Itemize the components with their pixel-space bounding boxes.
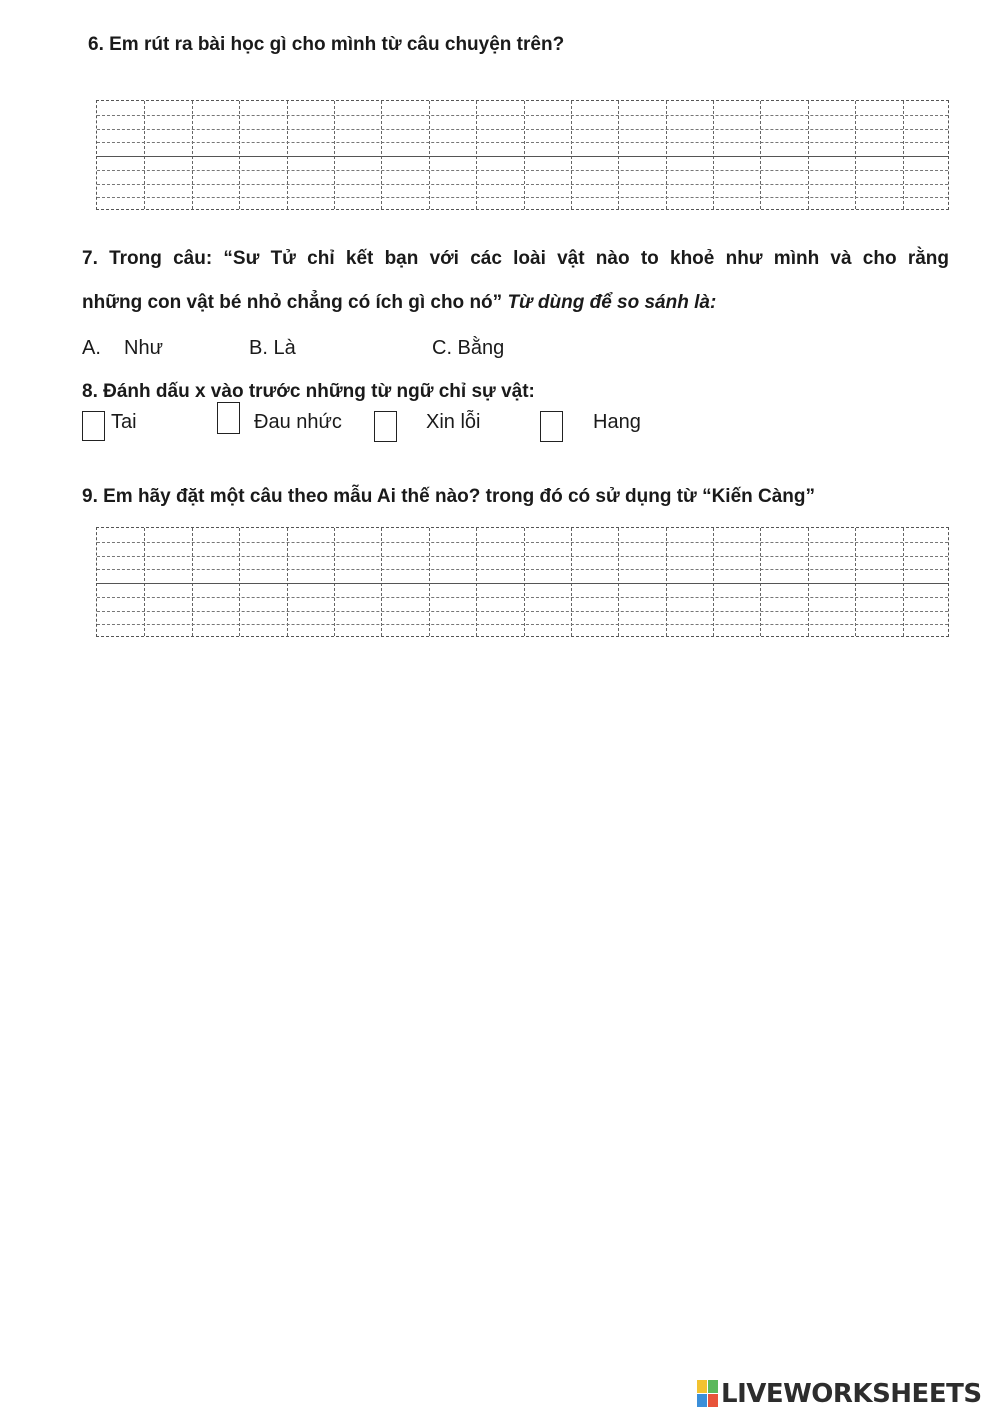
grid-column-line (144, 101, 145, 209)
grid-column-line (429, 101, 430, 209)
grid-column-line (287, 101, 288, 209)
question-6 (88, 34, 564, 56)
checkbox-dau-nhuc[interactable] (217, 402, 240, 434)
option-a[interactable] (82, 337, 101, 360)
question-7-line-2 (82, 292, 716, 314)
grid-column-line (855, 101, 856, 209)
grid-column-line (524, 101, 525, 209)
item-hang: Hang (593, 411, 641, 433)
item-dau-nhuc: Đau nhức (254, 411, 342, 433)
grid-column-line (808, 528, 809, 636)
grid-row-line (97, 184, 948, 185)
question-6-text: . Em rút ra bài học gì cho mình từ câu chuyện trên? (98, 34, 565, 55)
grid-column-line (239, 528, 240, 636)
grid-column-line (144, 528, 145, 636)
grid-row-line (97, 129, 948, 130)
answer-grid-q6[interactable] (96, 100, 949, 210)
logo-block-4 (708, 1394, 718, 1407)
grid-row-line (97, 197, 948, 198)
question-8: 8. Đánh dấu x vào trước những từ ngữ chỉ sự vật: (82, 381, 535, 402)
question-9: 9. Em hãy đặt một câu theo mẫu Ai thế nào? trong đó có sử dụng từ “Kiến Càng” (82, 486, 816, 507)
grid-column-line (903, 528, 904, 636)
grid-column-line (334, 101, 335, 209)
logo-block-1 (697, 1380, 707, 1393)
option-b[interactable]: B. Là (249, 337, 296, 359)
grid-column-line (618, 101, 619, 209)
grid-column-line (192, 101, 193, 209)
grid-column-line (524, 528, 525, 636)
grid-column-line (808, 101, 809, 209)
question-7-line-1: 7. Trong câu: “Sư Tử chỉ kết bạn với các loài vật nào to khoẻ như mình và cho rằng (82, 248, 949, 269)
answer-grid-q9[interactable] (96, 527, 949, 637)
liveworksheets-logo-text: LIVEWORKSHEETS (721, 1379, 982, 1409)
liveworksheets-logo (697, 1377, 982, 1411)
question-6-number: 6 (88, 34, 99, 55)
grid-row-line (97, 624, 948, 625)
grid-column-line (287, 528, 288, 636)
grid-column-line (666, 101, 667, 209)
grid-row-line (97, 583, 948, 584)
option-c[interactable]: C. Bằng (432, 337, 505, 359)
grid-column-line (334, 528, 335, 636)
grid-column-line (666, 528, 667, 636)
grid-column-line (476, 528, 477, 636)
grid-column-line (192, 528, 193, 636)
grid-column-line (381, 528, 382, 636)
question-7-prompt: Từ dùng để so sánh là: (507, 292, 717, 313)
grid-column-line (476, 101, 477, 209)
option-a-letter: A. (82, 337, 101, 359)
checkbox-tai[interactable] (82, 411, 105, 441)
grid-row-line (97, 115, 948, 116)
question-7-quote-end: những con vật bé nhỏ chẳng có ích gì cho nó” (82, 292, 503, 313)
logo-block-2 (708, 1380, 718, 1393)
grid-column-line (760, 528, 761, 636)
liveworksheets-logo-icon (697, 1380, 719, 1408)
grid-row-line (97, 156, 948, 157)
grid-column-line (571, 528, 572, 636)
grid-column-line (618, 528, 619, 636)
grid-row-line (97, 556, 948, 557)
item-xin-loi: Xin lỗi (426, 411, 481, 433)
grid-column-line (571, 101, 572, 209)
checkbox-xin-loi[interactable] (374, 411, 397, 442)
grid-column-line (760, 101, 761, 209)
grid-row-line (97, 611, 948, 612)
logo-block-3 (697, 1394, 707, 1407)
grid-column-line (429, 528, 430, 636)
grid-column-line (903, 101, 904, 209)
item-tai: Tai (111, 411, 137, 433)
grid-column-line (381, 101, 382, 209)
grid-column-line (713, 528, 714, 636)
option-a-text[interactable]: Như (124, 337, 163, 359)
checkbox-hang[interactable] (540, 411, 563, 442)
grid-column-line (855, 528, 856, 636)
grid-column-line (239, 101, 240, 209)
grid-row-line (97, 142, 948, 143)
grid-column-line (713, 101, 714, 209)
grid-row-line (97, 569, 948, 570)
grid-row-line (97, 542, 948, 543)
grid-row-line (97, 170, 948, 171)
grid-row-line (97, 597, 948, 598)
